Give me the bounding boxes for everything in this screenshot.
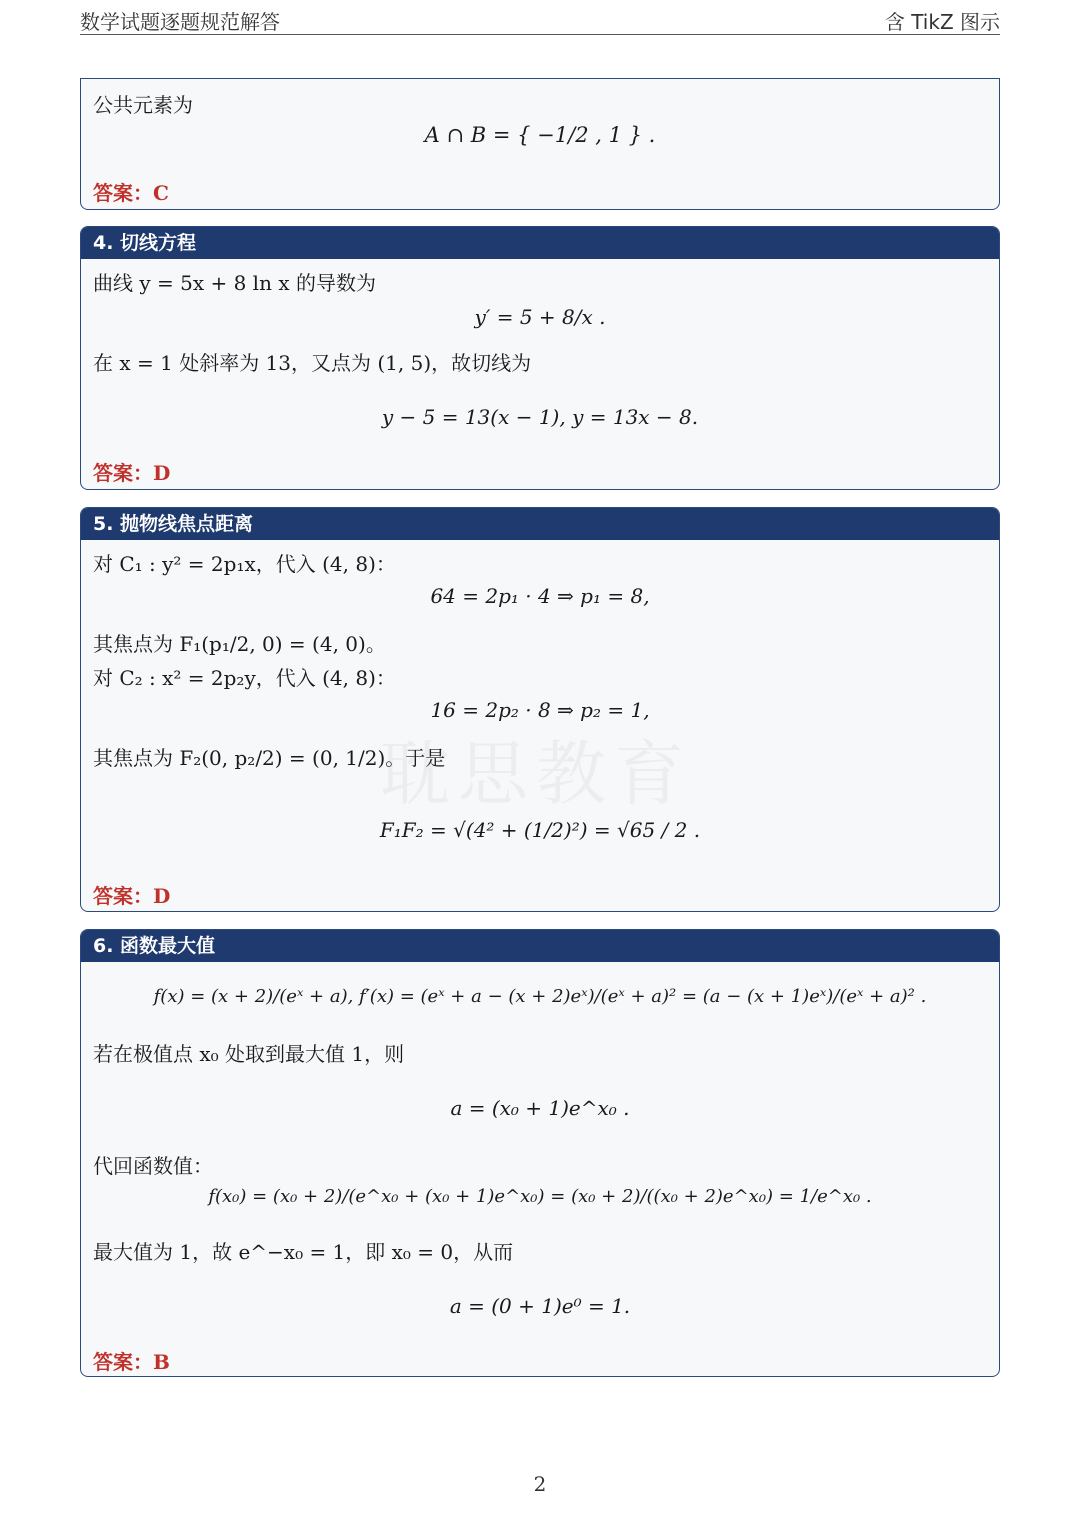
text-line: 对 C₁ : y² = 2p₁x，代入 (4, 8)： bbox=[93, 552, 396, 576]
text-line: 曲线 y = 5x + 8 ln x 的导数为 bbox=[93, 271, 376, 295]
formula: y − 5 = 13(x − 1), y = 13x − 8. bbox=[381, 405, 699, 429]
text-line: 若在极值点 x₀ 处取到最大值 1，则 bbox=[93, 1042, 405, 1066]
formula: A ∩ B = { −1/2 , 1 } . bbox=[424, 123, 656, 147]
answer-label: 答案：D bbox=[93, 461, 171, 485]
problem-6-box bbox=[80, 929, 1000, 1377]
formula: 64 = 2p₁ · 4 ⇒ p₁ = 8, bbox=[430, 584, 650, 608]
page-number: 2 bbox=[533, 1472, 547, 1496]
text-line: 公共元素为 bbox=[93, 93, 193, 117]
formula: a = (x₀ + 1)e^x₀ . bbox=[450, 1096, 630, 1120]
problem-4-title: 4. 切线方程 bbox=[81, 227, 999, 259]
formula: y′ = 5 + 8/x . bbox=[474, 305, 606, 329]
watermark: 耽思教育 bbox=[380, 733, 692, 815]
answer-label: 答案：B bbox=[93, 1350, 170, 1374]
problem-6-title: 6. 函数最大值 bbox=[81, 930, 999, 962]
problem-3-box bbox=[80, 78, 1000, 210]
text-line: 最大值为 1，故 e^−x₀ = 1，即 x₀ = 0，从而 bbox=[93, 1240, 514, 1264]
formula: f(x₀) = (x₀ + 2)/(e^x₀ + (x₀ + 1)e^x₀) = (x₀ + 2)/((x₀ + 2)e^x₀) = 1/e^x₀ . bbox=[208, 1186, 872, 1207]
text-line: 在 x = 1 处斜率为 13，又点为 (1, 5)，故切线为 bbox=[93, 351, 532, 375]
problem-4-box bbox=[80, 226, 1000, 490]
formula: a = (0 + 1)e⁰ = 1. bbox=[449, 1294, 631, 1318]
text-line: 代回函数值： bbox=[93, 1154, 213, 1178]
formula: 16 = 2p₂ · 8 ⇒ p₂ = 1, bbox=[430, 698, 650, 722]
answer-label: 答案：C bbox=[93, 181, 169, 205]
header-subtitle: 含 TikZ 图示 bbox=[884, 10, 1000, 34]
formula: F₁F₂ = √(4² + (1/2)²) = √65 / 2 . bbox=[379, 818, 701, 842]
page-header bbox=[80, 4, 1000, 35]
text-line: 其焦点为 F₁(p₁/2, 0) = (4, 0)。 bbox=[93, 632, 386, 656]
text-line: 对 C₂ : x² = 2p₂y，代入 (4, 8)： bbox=[93, 666, 396, 690]
formula: f(x) = (x + 2)/(eˣ + a), f′(x) = (eˣ + a − (x + 2)eˣ)/(eˣ + a)² = (a − (x + 1)eˣ)/(eˣ + a)² . bbox=[153, 986, 927, 1007]
header-title: 数学试题逐题规范解答 bbox=[80, 10, 280, 34]
answer-label: 答案：D bbox=[93, 884, 171, 908]
problem-5-box bbox=[80, 507, 1000, 912]
text-line: 其焦点为 F₂(0, p₂/2) = (0, 1/2)。于是 bbox=[93, 746, 446, 770]
problem-5-title: 5. 抛物线焦点距离 bbox=[81, 508, 999, 540]
